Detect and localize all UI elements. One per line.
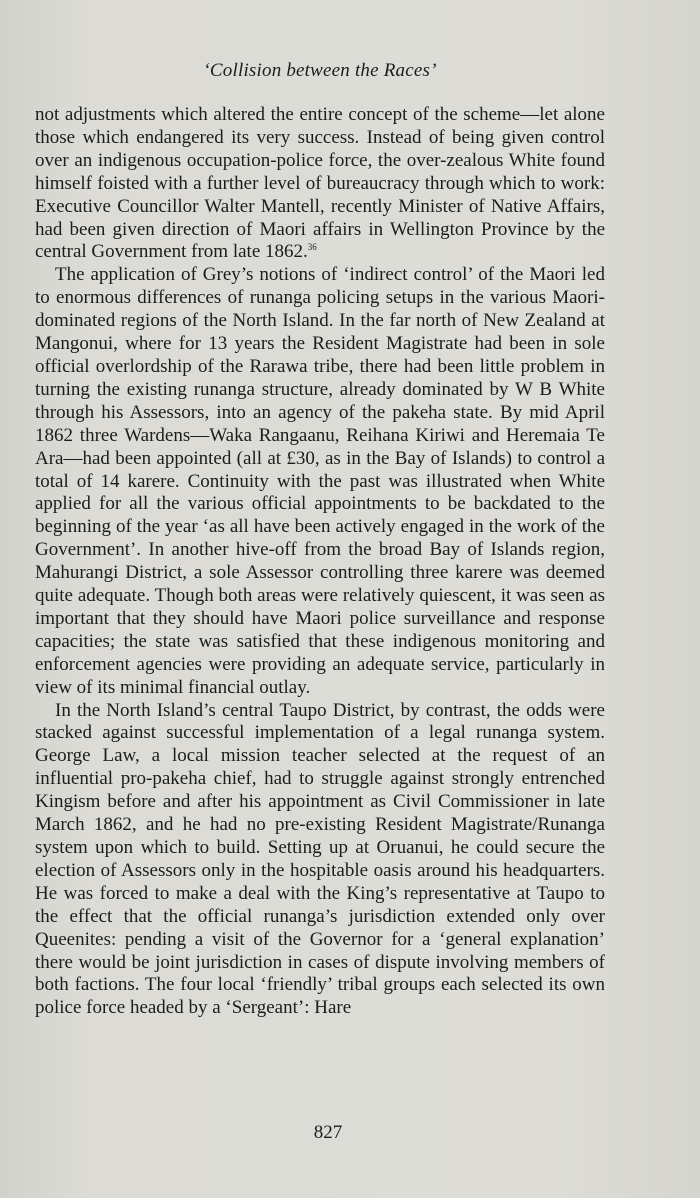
page-number: 827 — [313, 1122, 343, 1143]
paragraph-1 — [35, 104, 605, 264]
paragraph-3: In the North Island’s central Taupo District, by contrast, the odds were stacked against successful implementation of a legal runanga system. George Law, a local mission teacher selected at the request of an influential pro-pakeha chief, had to struggle against strongly entrenched Kingism before and after his appointment as Civil Commissioner in late March 1862, and he had no pre-existing Resident Magistrate/Runanga system upon which to build. Setting up at Oruanui, he could secure the election of Assessors only in the hospitable oasis around his headquarters. He was forced to make a deal with the King’s representative at Taupo to the effect that the official runanga’s jurisdiction extended only over Queenites: pending a visit of the Governor for a ‘general explanation’ there would be joint jurisdiction in cases of dispute involving members of both factions. The four local ‘friendly’ tribal groups each selected its own police force headed by a ‘Sergeant’: Hare — [35, 699, 605, 1019]
body-text — [35, 104, 605, 1020]
footnote-reference[interactable]: 36 — [307, 242, 317, 253]
paragraph-1-text: not adjustments which altered the entire concept of the scheme—let alone those which endangered its very success. Instead of being given control over an indigenous occupation-police force, the over-zealous White found himself foisted with a further level of bureaucracy through which to work: Executive Councillor Walter Mantell, recently Minister of Native Affairs, had been given direction of Maori affairs in Wellington Province by the central Government from late 1862. — [35, 104, 605, 263]
paragraph-2: The application of Grey’s notions of ‘indirect control’ of the Maori led to enormous differences of runanga policing setups in the various Maori-dominated regions of the North Island. In the far north of New Zealand at Mangonui, where for 13 years the Resident Magistrate had been in sole official overlordship of the Rarawa tribe, there had been little problem in turning the existing runanga structure, already dominated by W B White through his Assessors, into an agency of the pakeha state. By mid April 1862 three Wardens—Waka Rangaanu, Reihana Kiriwi and Heremaia Te Ara—had been appointed (all at £30, as in the Bay of Islands) to control a total of 14 karere. Continuity with the past was illustrated when White applied for all the various official appointments to be backdated to the beginning of the year ‘as all have been actively engaged in the work of the Government’. In another hive-off from the broad Bay of Islands region, Mahurangi District, a sole Assessor controlling three karere was deemed quite adequate. Though both areas were relatively quiescent, it was seen as important that they should have Maori police surveillance and response capacities; the state was satisfied that these indigenous monitoring and enforcement agencies were providing an adequate service, particularly in view of its minimal financial outlay. — [35, 264, 605, 698]
running-head: ‘Collision between the Races’ — [203, 60, 437, 81]
